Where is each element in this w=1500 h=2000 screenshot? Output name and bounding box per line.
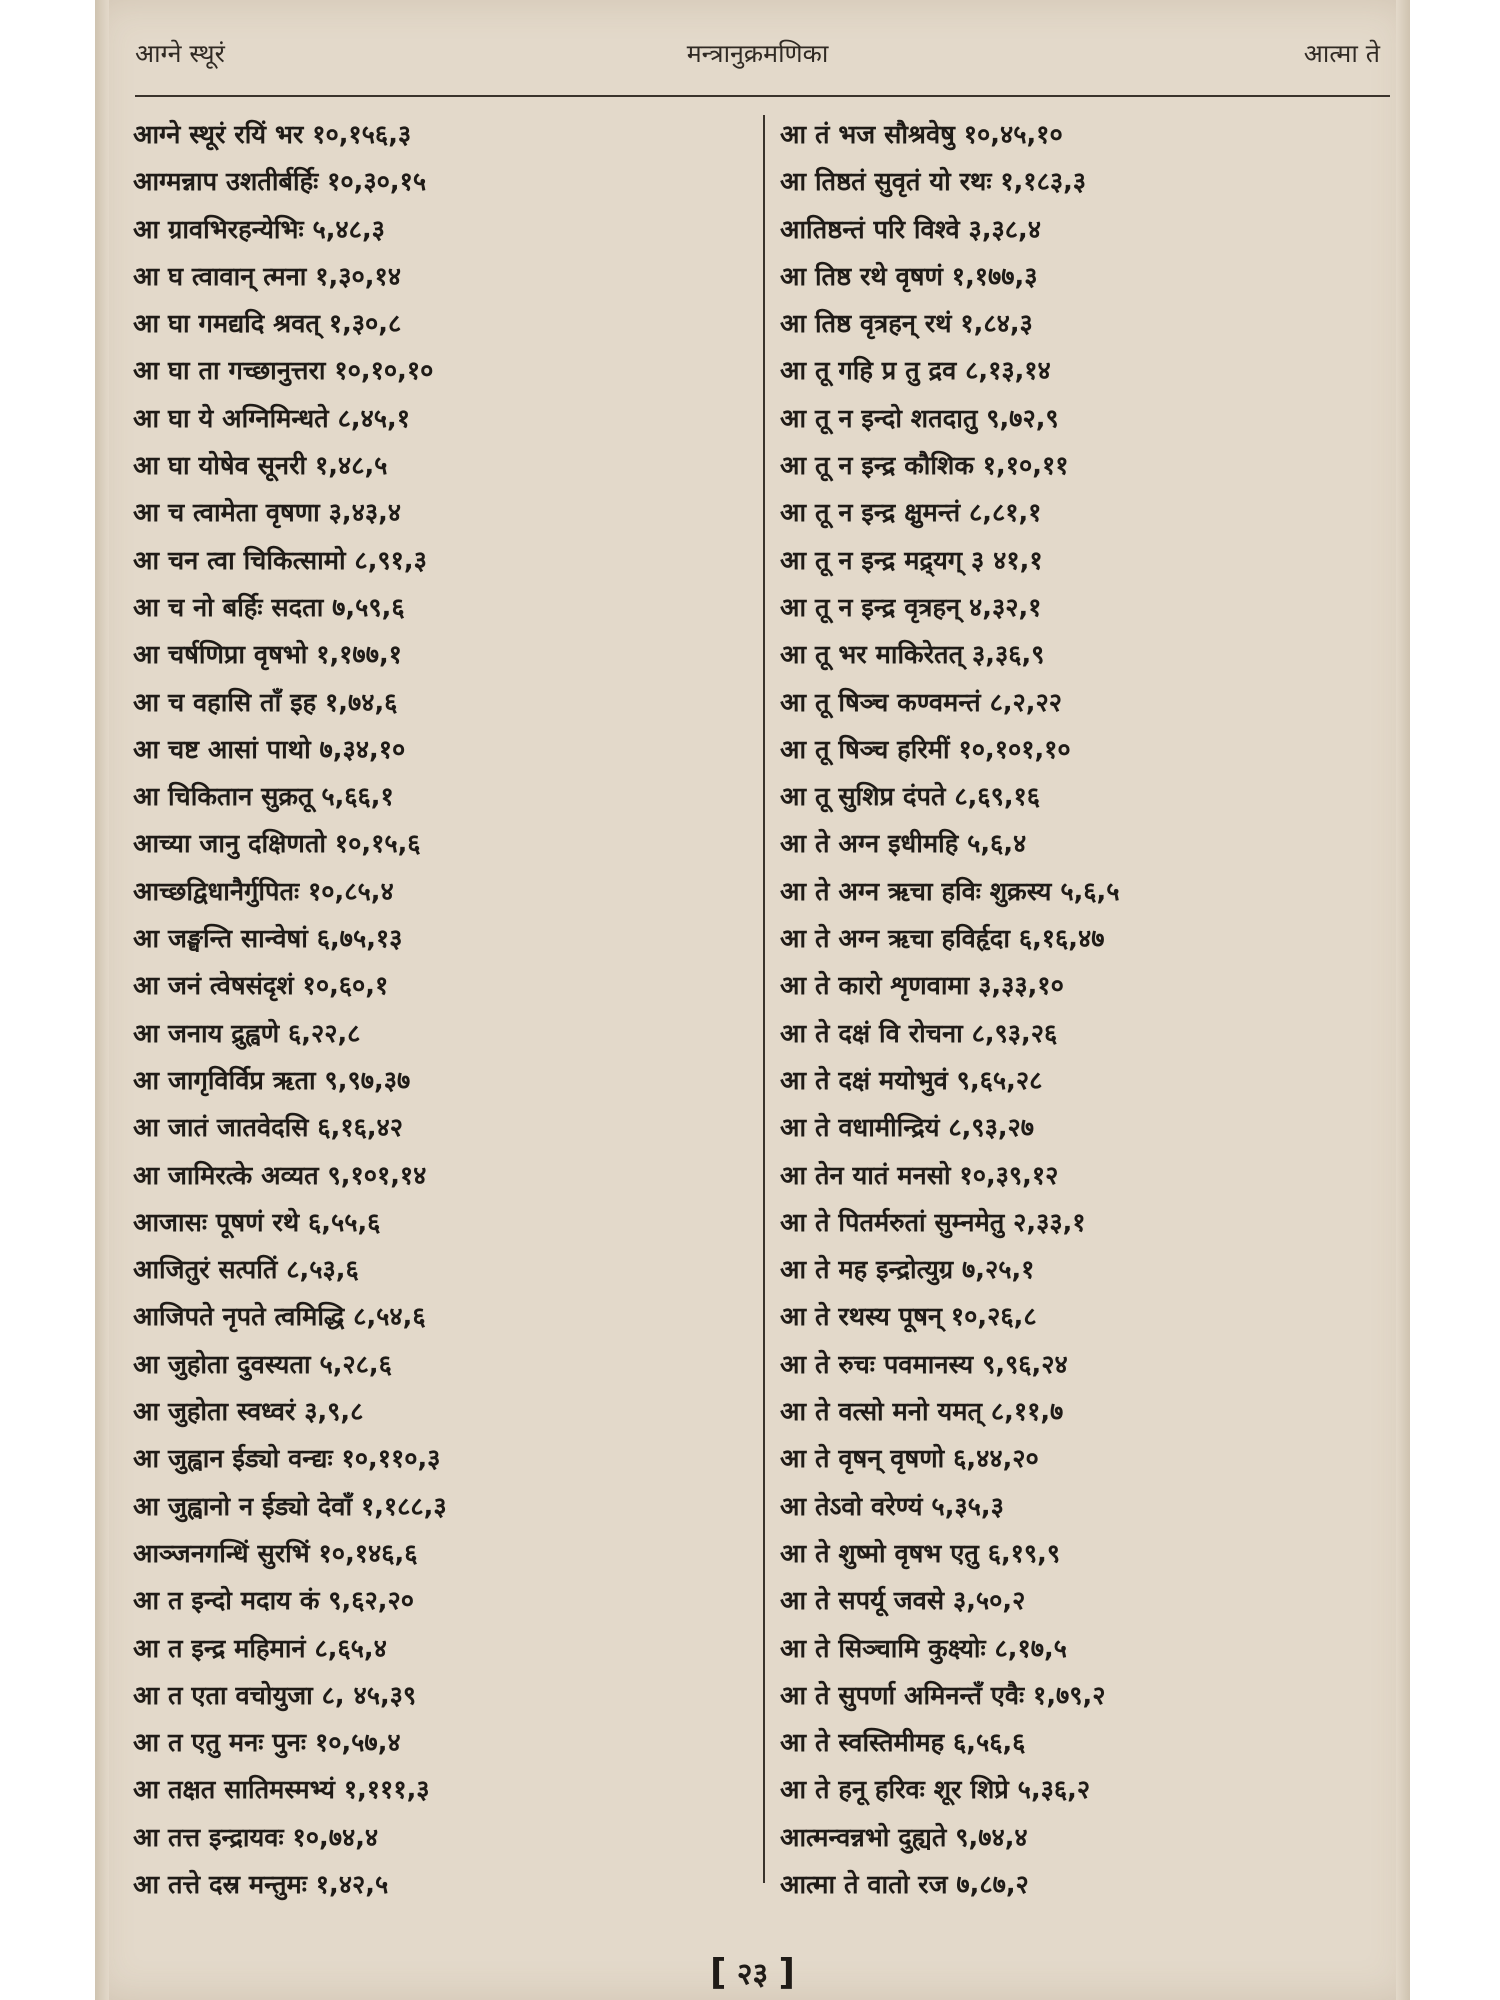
- index-entry: आ तेन यातं मनसो १०,३९,१२: [780, 1160, 1059, 1191]
- index-entry: आ जुह्वान ईड्यो वन्द्यः १०,११०,३: [133, 1444, 441, 1475]
- index-entry: आ ते सपर्यू जवसे ३,५०,२: [780, 1586, 1026, 1617]
- index-entry: आ तिष्ठ वृत्रहन् रथं १,८४,३: [780, 309, 1033, 340]
- index-entry: आ घा गमद्यदि श्रवत् १,३०,८: [133, 309, 402, 340]
- index-entry: आ त एतु मनः पुनः १०,५७,४: [133, 1728, 401, 1759]
- page-edge-right: [1396, 0, 1410, 2000]
- header-rule: [135, 95, 1390, 97]
- index-entry: आ ते वत्सो मनो यमत् ८,११,७: [780, 1397, 1064, 1428]
- index-entry: आत्मन्वन्नभो दुह्यते ९,७४,४: [780, 1822, 1028, 1853]
- index-entry: आ त इन्द्र महिमानं ८,६५,४: [133, 1633, 387, 1664]
- index-entry: आ ते रुचः पवमानस्य ९,९६,२४: [780, 1349, 1068, 1380]
- index-entry: आ तू न इन्द्र वृत्रहन् ४,३२,१: [780, 592, 1042, 623]
- index-entry: आ ते कारो शृणवामा ३,३३,१०: [780, 971, 1064, 1002]
- index-entry: आ तू न इन्द्र मद्र्यग् ३ ४१,१: [780, 545, 1043, 576]
- index-entry: आ ते मह इन्द्रोत्युग्र ७,२५,१: [780, 1255, 1035, 1286]
- index-entry: आ तिष्ठतं सुवृतं यो रथः १,१८३,३: [780, 167, 1087, 198]
- index-entry: आञ्जनगन्धिं सुरभिं १०,१४६,६: [133, 1538, 418, 1569]
- index-entry: आ जङ्घन्ति सान्वेषां ६,७५,१३: [133, 924, 403, 955]
- index-entry: आ जनं त्वेषसंदृशं १०,६०,१: [133, 971, 389, 1002]
- index-entry: आ तू षिञ्च कण्वमन्तं ८,२,२२: [780, 687, 1062, 718]
- index-entry: आ तू न इन्द्र कौशिक १,१०,११: [780, 451, 1069, 482]
- index-column-right: [780, 112, 1390, 1909]
- index-entry: आ जागृविर्विप्र ऋता ९,९७,३७: [133, 1065, 411, 1096]
- index-entry: आ चन त्वा चिकित्सामो ८,९१,३: [133, 545, 427, 576]
- book-page: [95, 0, 1410, 2000]
- index-entry: आ ते अग्न ऋचा हविर्हृदा ६,१६,४७: [780, 924, 1105, 955]
- index-entry: आ ते पितर्मरुतां सुम्नमेतु २,३३,१: [780, 1207, 1086, 1238]
- index-entry: आ ते सिञ्चामि कुक्ष्योः ८,१७,५: [780, 1633, 1067, 1664]
- index-entry: आ च नो बर्हिः सदता ७,५९,६: [133, 592, 405, 623]
- index-entry: आ तू षिञ्च हरिमीं १०,१०१,१०: [780, 734, 1071, 765]
- page-footer: [95, 1952, 1410, 1993]
- running-header: [135, 36, 1380, 86]
- index-entry: आ जामिरत्के अव्यत ९,१०१,१४: [133, 1160, 427, 1191]
- index-entry: आ चिकितान सुक्रतू ५,६६,१: [133, 782, 394, 813]
- index-entry: आजितुरं सत्पतिं ८,५३,६: [133, 1255, 359, 1286]
- index-entry: आ च त्वामेता वृषणा ३,४३,४: [133, 498, 402, 529]
- index-entry: आ त एता वचोयुजा ८, ४५,३९: [133, 1680, 417, 1711]
- index-entry: आत्मा ते वातो रज ७,८७,२: [780, 1869, 1029, 1900]
- header-left-guideword: आग्ने स्थूरं: [135, 39, 225, 68]
- index-entry: आच्छद्विधानैर्गुपितः १०,८५,४: [133, 876, 394, 907]
- index-entry: आग्मन्नाप उशतीर्बर्हिः १०,३०,१५: [133, 167, 427, 198]
- index-entry: आजासः पूषणं रथे ६,५५,६: [133, 1207, 381, 1238]
- index-entry: आ जातं जातवेदसि ६,१६,४२: [133, 1113, 404, 1144]
- index-column-left: [133, 112, 753, 1909]
- index-entry: आ तू भर माकिरेतत् ३,३६,९: [780, 640, 1045, 671]
- index-entry: आ तू सुशिप्र दंपते ८,६९,१६: [780, 782, 1041, 813]
- close-bracket: ]: [778, 1952, 795, 1993]
- index-entry: आ तत्त इन्द्रायवः १०,७४,४: [133, 1822, 379, 1853]
- index-entry: आ च वहासि ताँ इह १,७४,६: [133, 687, 398, 718]
- index-entry: आ तत्ते दस्र मन्तुमः १,४२,५: [133, 1869, 389, 1900]
- index-entry: आ ते अग्न ऋचा हविः शुक्रस्य ५,६,५: [780, 876, 1120, 907]
- page-number: २३: [736, 1957, 769, 1992]
- index-entry: आ ते वधामीन्द्रियं ८,९३,२७: [780, 1113, 1035, 1144]
- index-entry: आग्ने स्थूरं रयिं भर १०,१५६,३: [133, 120, 412, 150]
- index-entry: आ चष्ट आसां पाथो ७,३४,१०: [133, 734, 406, 765]
- index-entry: आ चर्षणिप्रा वृषभो १,१७७,१: [133, 640, 402, 671]
- index-entry: आ ते हनू हरिवः शूर शिप्रे ५,३६,२: [780, 1775, 1091, 1806]
- index-entry: आ जुहोता स्वध्वरं ३,९,८: [133, 1397, 364, 1428]
- index-entry: आ घा ये अग्निमिन्धते ८,४५,१: [133, 403, 410, 434]
- index-entry: आच्या जानु दक्षिणतो १०,१५,६: [133, 829, 421, 860]
- index-entry: आ घा योषेव सूनरी १,४८,५: [133, 451, 388, 482]
- header-right-guideword: आत्मा ते: [1303, 39, 1380, 68]
- index-entry: आ तू गहि प्र तु द्रव ८,१३,१४: [780, 356, 1051, 387]
- index-entry: आ तू न इन्दो शतदातु ९,७२,९: [780, 403, 1059, 434]
- index-entry: आ ते दक्षं वि रोचना ८,९३,२६: [780, 1018, 1058, 1049]
- header-title: मन्त्रानुक्रमणिका: [686, 39, 829, 68]
- index-entry: आ तिष्ठ रथे वृषणं १,१७७,३: [780, 261, 1038, 292]
- open-bracket: [: [709, 1952, 727, 1993]
- index-entry: आ ते दक्षं मयोभुवं ९,६५,२८: [780, 1065, 1043, 1096]
- index-entry: आ घ त्वावान् त्मना १,३०,१४: [133, 261, 401, 292]
- index-entry: आ ते स्वस्तिमीमह ६,५६,६: [780, 1728, 1026, 1759]
- index-entry: आ घा ता गच्छानुत्तरा १०,१०,१०: [133, 356, 434, 387]
- index-entry: आ ते रथस्य पूषन् १०,२६,८: [780, 1302, 1037, 1333]
- index-entry: आ जुह्वानो न ईड्यो देवाँ १,१८८,३: [133, 1491, 447, 1522]
- index-entry: आ ते सुपर्णा अमिनन्तँ एवैः १,७९,२: [780, 1680, 1106, 1711]
- index-entry: आ तं भज सौश्रवेषु १०,४५,१०: [780, 120, 1063, 150]
- index-entry: आ ते शुष्मो वृषभ एतु ६,१९,९: [780, 1538, 1061, 1569]
- index-entry: आ त इन्दो मदाय कं ९,६२,२०: [133, 1586, 414, 1617]
- index-entry: आ जनाय द्रुह्वणे ६,२२,८: [133, 1018, 361, 1049]
- index-entry: आ ते अग्न इधीमहि ५,६,४: [780, 829, 1027, 860]
- index-entry: आतिष्ठन्तं परि विश्वे ३,३८,४: [780, 214, 1041, 245]
- index-entry: आ ते वृषन् वृषणो ६,४४,२०: [780, 1444, 1039, 1475]
- index-entry: आ तू न इन्द्र क्षुमन्तं ८,८१,१: [780, 498, 1042, 529]
- index-entry: आ तक्षत सातिमस्मभ्यं १,१११,३: [133, 1775, 430, 1806]
- index-entry: आजिपते नृपते त्वमिद्धि ८,५४,६: [133, 1302, 426, 1333]
- index-entry: आ तेऽवो वरेण्यं ५,३५,३: [780, 1491, 1004, 1522]
- index-entry: आ जुहोता दुवस्यता ५,२८,६: [133, 1349, 392, 1380]
- column-divider: [763, 115, 765, 1883]
- page-edge-left: [95, 0, 109, 2000]
- index-entry: आ ग्रावभिरहन्येभिः ५,४८,३: [133, 214, 385, 245]
